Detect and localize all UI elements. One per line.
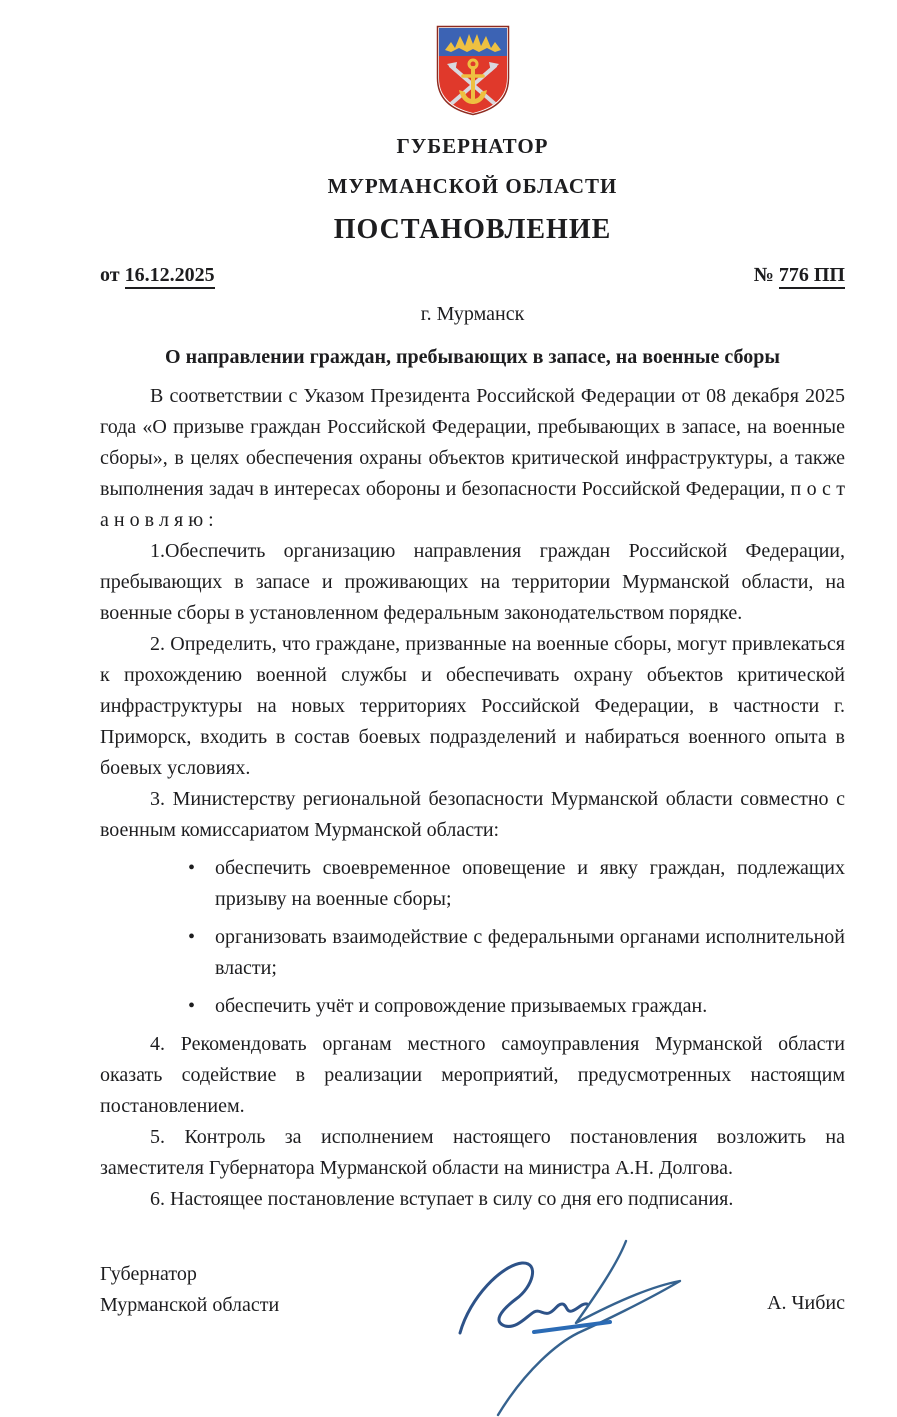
intro-paragraph: В соответствии с Указом Президента Российской Федерации от 08 декабря 2025 года «О призыве граждан Российской Федерации, пребывающих в запасе, на военные сборы», в целях обеспечения охраны объектов критической инфраструктуры, а также выполнения задач в интересах обороны и безопасности Российской Федерации, п о с т а н о в л я ю :	[100, 385, 845, 531]
org-name-line1: ГУБЕРНАТОР	[396, 134, 549, 158]
signer-position	[100, 1259, 279, 1321]
document-title: О направлении граждан, пребывающих в запасе, на военные сборы	[165, 346, 780, 368]
date-prefix: от	[100, 264, 120, 286]
list-item	[100, 922, 845, 984]
signature-underline	[534, 1322, 610, 1332]
signer-position-line1: Губернатор	[100, 1263, 197, 1285]
signer-name: А. Чибис	[767, 1292, 845, 1314]
bullet-icon: •	[188, 926, 196, 948]
item-1-paragraph: 1.Обеспечить организацию направления граждан Российской Федерации, пребывающих в запасе и проживающих на территории Мурманской области, на военные сборы в установленном федеральным законодательством порядке.	[100, 540, 845, 624]
shield-chief-blue	[439, 28, 507, 56]
item-2-paragraph: 2. Определить, что граждане, призванные на военные сборы, могут привлекаться к прохождению военной службы и обеспечивать охрану объектов критической инфраструктуры на новых территориях Российской Федерации, в частности г. Приморск, входить в состав боевых подразделений и набираться военного опыта в боевых условиях.	[100, 633, 845, 779]
date-value: 16.12.2025	[125, 264, 215, 289]
bullet-text: обеспечить учёт и сопровождение призываемых граждан.	[215, 995, 708, 1017]
city-line: г. Мурманск	[420, 303, 525, 325]
document-number	[754, 264, 845, 287]
document-body	[100, 381, 845, 1215]
number-prefix: №	[753, 264, 774, 286]
bullet-icon: •	[188, 857, 196, 879]
list-item	[100, 991, 845, 1022]
murmansk-oblast-coat-of-arms-icon	[435, 24, 511, 116]
number-value: 776 ПП	[779, 264, 845, 289]
emblem-wrap	[100, 0, 845, 116]
signature-block	[100, 1259, 845, 1321]
document-type-heading: ПОСТАНОВЛЕНИЕ	[333, 214, 612, 245]
org-name-line2: МУРМАНСКОЙ ОБЛАСТИ	[327, 174, 618, 198]
signature-flourish	[498, 1241, 680, 1415]
signature-image	[430, 1237, 730, 1417]
bullet-list	[100, 853, 845, 1022]
document-date	[100, 264, 215, 287]
bullet-text: обеспечить своевременное оповещение и явку граждан, подлежащих призыву на военные сборы;	[215, 857, 845, 910]
bullet-text: организовать взаимодействие с федеральными органами исполнительной власти;	[215, 926, 845, 979]
item-5-paragraph: 5. Контроль за исполнением настоящего постановления возложить на заместителя Губернатора Мурманской области на министра А.Н. Долгова.	[100, 1126, 845, 1179]
signature-loops	[460, 1263, 587, 1333]
meta-row	[100, 264, 845, 287]
item-4-paragraph: 4. Рекомендовать органам местного самоуправления Мурманской области оказать содействие в реализации мероприятий, предусмотренных настоящим постановлением.	[100, 1033, 845, 1117]
item-6-paragraph: 6. Настоящее постановление вступает в силу со дня его подписания.	[150, 1188, 734, 1210]
signer-position-line2: Мурманской области	[100, 1294, 280, 1316]
list-item	[100, 853, 845, 915]
item-3-paragraph: 3. Министерству региональной безопасности Мурманской области совместно с военным комиссариатом Мурманской области:	[100, 788, 845, 841]
bullet-icon: •	[188, 995, 196, 1017]
